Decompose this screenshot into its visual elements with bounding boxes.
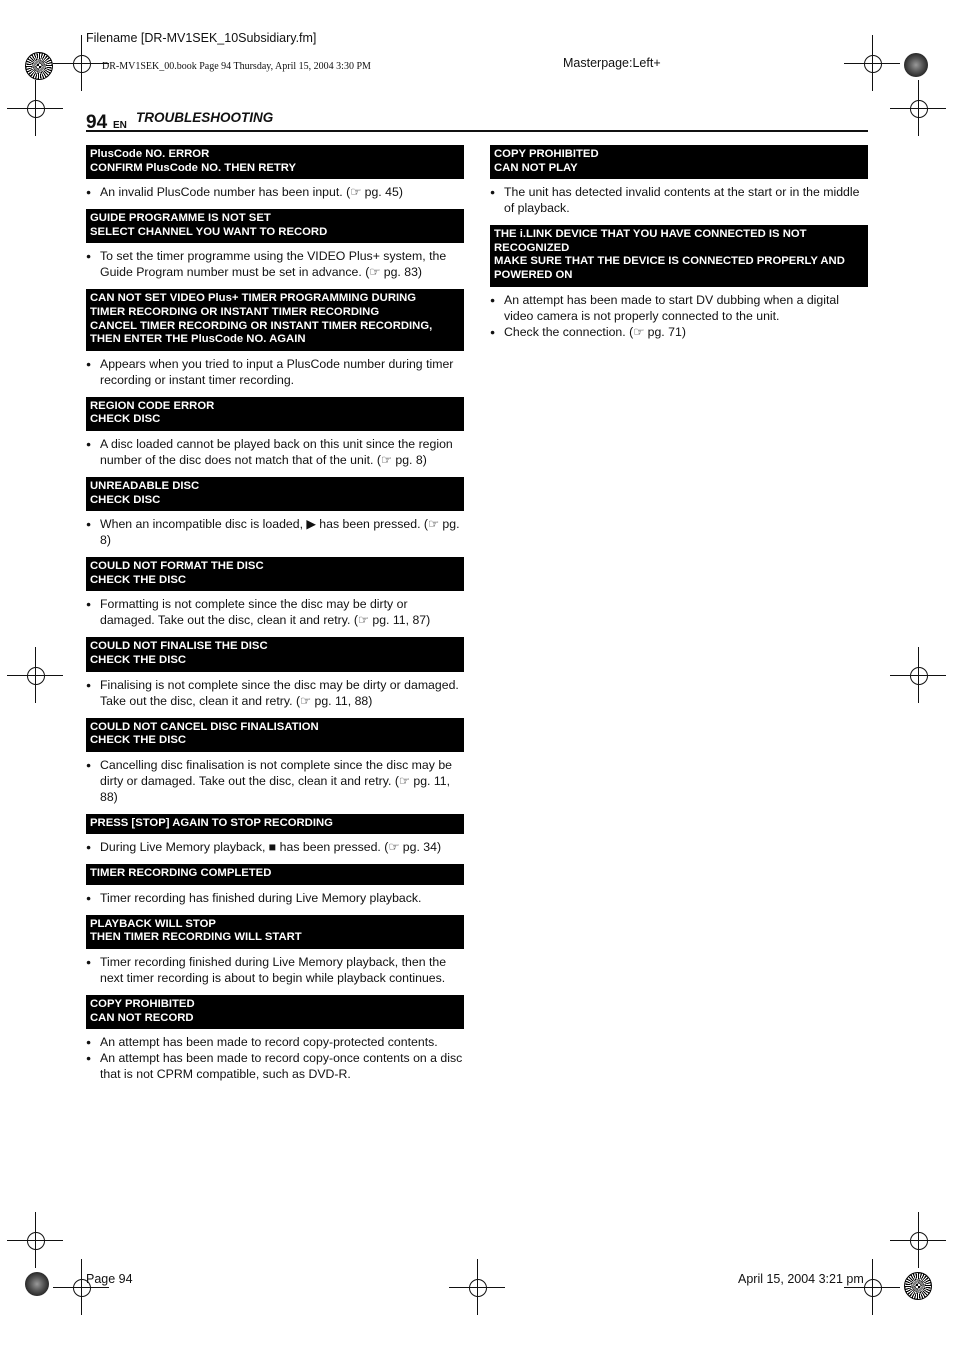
bullet-item: ● The unit has detected invalid contents at the start or in the middle of playback. (490, 184, 868, 216)
bullet-list (86, 677, 464, 709)
message-title-bar (86, 289, 464, 350)
message-title-bar (86, 814, 464, 835)
page-header (86, 108, 868, 132)
bullet-item: ● Appears when you tried to input a PlusCode number during timer recording or instant timer recording. (86, 356, 464, 388)
message-title-line: COULD NOT FORMAT THE DISC (90, 560, 264, 573)
message-title-bar (86, 145, 464, 179)
message-entry (86, 718, 464, 814)
message-entry (490, 225, 868, 348)
bullet-item: ● When an incompatible disc is loaded, ▶ has been pressed. (☞ pg. 8) (86, 516, 464, 548)
message-title-line: PlusCode NO. ERROR (90, 148, 210, 160)
message-title-line: COPY PROHIBITED (90, 998, 195, 1011)
message-title-line: PRESS [STOP] AGAIN TO STOP RECORDING (90, 816, 333, 829)
message-title-bar (490, 225, 868, 286)
bullet-list (86, 954, 464, 986)
message-title-line: UNREADABLE DISC (90, 479, 200, 492)
message-title-line: CAN NOT SET VIDEO Plus+ TIMER PROGRAMMING DURING (90, 292, 417, 305)
message-entry (86, 915, 464, 995)
bullet-list (86, 436, 464, 468)
message-title-line: GUIDE PROGRAMME IS NOT SET (90, 212, 271, 225)
message-entry (86, 397, 464, 477)
message-title-line: CHECK DISC (90, 413, 161, 426)
message-title-line: THEN ENTER THE PlusCode NO. AGAIN (90, 333, 306, 346)
bullet-list (86, 757, 464, 805)
message-title-bar (86, 718, 464, 752)
language-code: EN (113, 120, 127, 131)
bullet-item: ● During Live Memory playback, ■ has been pressed. (☞ pg. 34) (86, 839, 464, 855)
message-title-bar (86, 477, 464, 511)
right-column (490, 145, 868, 349)
message-title-bar (490, 145, 868, 179)
bullet-list (86, 596, 464, 628)
footer-page-label: Page 94 (86, 1272, 133, 1286)
message-title-line: PLAYBACK WILL STOP (90, 917, 216, 930)
message-title-line: CHECK DISC (90, 493, 161, 506)
message-title-line: CHECK THE DISC (90, 653, 187, 666)
message-title-bar (86, 209, 464, 243)
message-title-bar (86, 864, 464, 885)
bullet-list (86, 890, 464, 906)
message-title-line: CONFIRM PlusCode NO. THEN RETRY (90, 161, 297, 174)
bullet-item: ● Check the connection. (☞ pg. 71) (490, 324, 868, 340)
message-title-line: TIMER RECORDING COMPLETED (90, 867, 272, 880)
message-title-line: CAN NOT PLAY (494, 161, 578, 174)
bullet-item: ● Finalising is not complete since the disc may be dirty or damaged. Take out the disc, clean it and retry. (☞ pg. 11, 88) (86, 677, 464, 709)
gray-disc-mark-icon (25, 1272, 49, 1296)
bullet-list (86, 1034, 464, 1082)
message-title-line: TIMER RECORDING OR INSTANT TIMER RECORDING (90, 305, 380, 318)
left-column (86, 145, 464, 1091)
starburst-mark-icon (25, 52, 53, 80)
starburst-mark-icon (904, 1272, 932, 1300)
message-entry (86, 289, 464, 396)
message-title-line: REGION CODE ERROR (90, 399, 215, 412)
bullet-item: ● An invalid PlusCode number has been input. (☞ pg. 45) (86, 184, 464, 200)
filename-label: Filename [DR-MV1SEK_10Subsidiary.fm] (86, 31, 317, 45)
message-entry (86, 209, 464, 289)
message-entry (86, 637, 464, 717)
bullet-list (490, 184, 868, 216)
bullet-item: ● Cancelling disc finalisation is not complete since the disc may be dirty or damaged. Take out the disc, clean it and retry. (☞ pg. 11, 88) (86, 757, 464, 805)
bullet-item: ● An attempt has been made to start DV dubbing when a digital video camera is not properly connected to the unit. (490, 292, 868, 324)
bullet-list (86, 839, 464, 855)
message-title-line: SELECT CHANNEL YOU WANT TO RECORD (90, 225, 328, 238)
message-title-line: MAKE SURE THAT THE DEVICE IS CONNECTED PROPERLY AND (494, 255, 845, 268)
message-title-bar (86, 397, 464, 431)
bullet-list (86, 248, 464, 280)
message-title-line: CHECK THE DISC (90, 573, 187, 586)
message-title-line: COULD NOT CANCEL DISC FINALISATION (90, 720, 319, 733)
message-title-bar (86, 557, 464, 591)
masterpage-label: Masterpage:Left+ (563, 56, 661, 70)
page-number: 94 (86, 112, 108, 133)
message-entry (86, 145, 464, 209)
bullet-item: ● To set the timer programme using the VIDEO Plus+ system, the Guide Program number must be set in advance. (☞ pg. 83) (86, 248, 464, 280)
section-title: TROUBLESHOOTING (136, 110, 274, 125)
message-title-bar (86, 915, 464, 949)
message-title-line: THE i.LINK DEVICE THAT YOU HAVE CONNECTED IS NOT (494, 228, 807, 241)
message-title-line: CAN NOT RECORD (90, 1011, 194, 1024)
gray-disc-mark-icon (904, 53, 928, 77)
message-title-bar (86, 995, 464, 1029)
message-title-line: POWERED ON (494, 268, 573, 281)
message-title-line: COULD NOT FINALISE THE DISC (90, 640, 268, 653)
message-title-line: CANCEL TIMER RECORDING OR INSTANT TIMER RECORDING, (90, 319, 433, 332)
message-title-line: COPY PROHIBITED (494, 148, 599, 160)
message-title-line: RECOGNIZED (494, 241, 570, 254)
message-entry (86, 477, 464, 557)
bullet-list (490, 292, 868, 340)
bullet-item: ● A disc loaded cannot be played back on this unit since the region number of the disc does not match that of the unit. (☞ pg. 8) (86, 436, 464, 468)
message-title-bar (86, 637, 464, 671)
bullet-list (86, 184, 464, 200)
bullet-item: ● Timer recording has finished during Live Memory playback. (86, 890, 464, 906)
message-entry (86, 864, 464, 915)
book-info-label: DR-MV1SEK_00.book Page 94 Thursday, April 15, 2004 3:30 PM (102, 61, 371, 72)
message-entry (490, 145, 868, 225)
bullet-item: ● Formatting is not complete since the disc may be dirty or damaged. Take out the disc, clean it and retry. (☞ pg. 11, 87) (86, 596, 464, 628)
message-title-line: THEN TIMER RECORDING WILL START (90, 931, 302, 944)
message-title-line: CHECK THE DISC (90, 734, 187, 747)
message-entry (86, 557, 464, 637)
bullet-list (86, 516, 464, 548)
bullet-item: ● An attempt has been made to record copy-once contents on a disc that is not CPRM compatible, such as DVD-R. (86, 1050, 464, 1082)
bullet-list (86, 356, 464, 388)
footer-date-label: April 15, 2004 3:21 pm (738, 1272, 864, 1286)
message-entry (86, 814, 464, 865)
bullet-item: ● Timer recording finished during Live Memory playback, then the next timer recording is about to begin while playback continues. (86, 954, 464, 986)
message-entry (86, 995, 464, 1091)
bullet-item: ● An attempt has been made to record copy-protected contents. (86, 1034, 464, 1050)
